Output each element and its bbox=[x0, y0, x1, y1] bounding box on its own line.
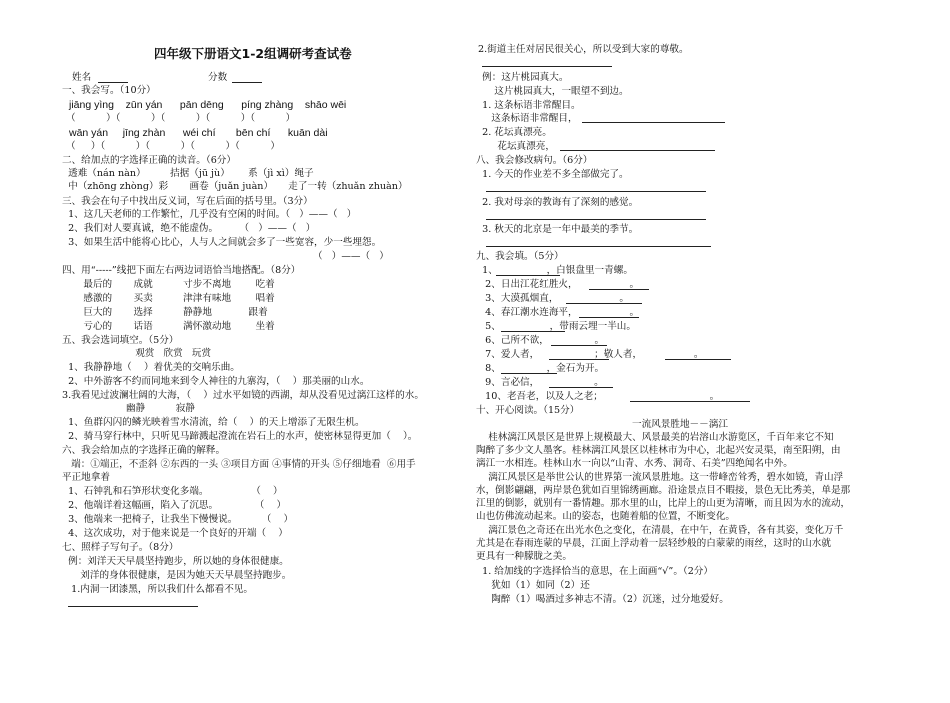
section-5-q2: 2、中外游客不约而同地来到令人神往的九寨沟，（ ）那美丽的山水。 bbox=[62, 376, 370, 387]
fill-item: 8、 ，金石为开。 bbox=[476, 363, 605, 374]
example-sentence-2: 刘洋的身体很健康，是因为她天天早晨坚持跑步。 bbox=[62, 570, 292, 581]
expand-example-2: 这片桃园真大，一眼望不到边。 bbox=[476, 86, 629, 97]
section-9-heading: 九、我会填。（5分） bbox=[476, 251, 564, 262]
fill-item: 10、老吾老，以及人之老； 。 bbox=[476, 391, 720, 402]
section-6-q2: 2、他端详着这幅画，陷入了沉思。 （ ） bbox=[62, 500, 287, 511]
section-4-heading: 四、用“-----”线把下面左右两边词语恰当地搭配。（8分） bbox=[62, 265, 301, 276]
section-8-q1: 1. 今天的作业差不多全部做完了。 bbox=[476, 169, 629, 180]
section-3-q2: 2、我们对人要真诚，绝不能虚伪。 （ ）——（ ） bbox=[62, 223, 316, 234]
score-blank[interactable] bbox=[232, 82, 262, 83]
answer-brackets-row-1[interactable]: （ ）（ ）（ ）（ ）（ ） bbox=[66, 113, 296, 124]
section-7-heading: 七、照样子写句子。（8分） bbox=[62, 542, 179, 553]
section-7-q2: 2.街道主任对居民很关心，所以受到大家的尊敬。 bbox=[478, 44, 689, 55]
section-5-q5: 2、骑马穿行林中，只听见马蹄溅起澄流在岩石上的水声，使密林显得更加（ ）。 bbox=[62, 431, 418, 442]
reading-q1-option-a: 犹如（1）如同（2）还 bbox=[476, 580, 590, 591]
pinyin-row-1: jiāng yìng zūn yán pān dēng píng zhàng shāo wēi bbox=[69, 99, 347, 111]
exam-title: 四年级下册语文1-2组调研考查试卷 bbox=[154, 46, 352, 61]
definition-options: 端：①端正，不歪斜 ②东西的一头 ③项目方面 ④事情的开头 ⑤仔细地看 ⑥用手 bbox=[62, 459, 416, 470]
section-3-q3: 3、如果生活中能将心比心，人与人之间就会多了一些宽容，少一些埋怨。 bbox=[62, 237, 382, 248]
section-5-q4: 1、鱼群闪闪的鳞光映着雪水清流，给（ ）的天上增添了无限生机。 bbox=[62, 417, 365, 428]
expand-q2-stem: 花坛真漂亮， bbox=[476, 141, 555, 152]
expand-example-1: 例：这片桃园真大。 bbox=[476, 72, 569, 83]
fill-item: 6、己所不欲， 。 bbox=[476, 335, 605, 346]
passage-line: 尤其是在春雨连蒙的早晨，江面上浮动着一层轻纱般的白蒙蒙的雨丝，这时的山水就 bbox=[476, 538, 831, 549]
passage-title: 一流风景胜地－－漓江 bbox=[632, 419, 728, 430]
answer-line[interactable] bbox=[486, 219, 706, 220]
section-1-heading: 一、我会写。（10分） bbox=[62, 85, 156, 96]
reading-q1: 1. 给加线的字选择恰当的意思，在上面画“√”。（2分） bbox=[476, 566, 713, 577]
passage-line: 漓江风景区是举世公认的世界第一流风景胜地。这一带峰峦耸秀，碧水如镜，青山浮 bbox=[476, 472, 844, 483]
example-sentence-1: 例：刘洋天天早晨坚持跑步，所以她的身体很健康。 bbox=[62, 556, 289, 567]
section-6-q1: 1、石钟乳和石笋形状变化多端。 （ ） bbox=[62, 486, 283, 497]
fill-item: 4、春江潮水连海平， 。 bbox=[476, 307, 640, 318]
section-5-heading: 五、我会选词填空。（5分） bbox=[62, 335, 179, 346]
name-blank[interactable] bbox=[98, 82, 128, 83]
section-3-q1: 1、这几天老师的工作繁忙，几乎没有空闲的时间。（ ）——（ ） bbox=[62, 209, 357, 220]
passage-line: 陶醉了多少文人墨客。桂林漓江风景区以桂林市为中心，北起兴安灵渠，南至阳朔，由 bbox=[476, 445, 841, 456]
answer-line[interactable] bbox=[560, 150, 715, 151]
answer-line[interactable] bbox=[486, 246, 711, 247]
expand-q1-stem: 这条标语非常醒目， bbox=[476, 113, 578, 124]
fill-blank[interactable] bbox=[501, 373, 557, 374]
fill-blank[interactable] bbox=[549, 359, 609, 360]
section-3-q3-brackets[interactable]: （ ）——（ ） bbox=[313, 251, 389, 262]
passage-line: 江里的倒影，就别有一番情趣。那水里的山，比岸上的山更为清晰，而且因为水的流动， bbox=[476, 498, 851, 509]
name-label: 姓名 bbox=[72, 72, 92, 83]
section-5-q3: 3.我看见过波澜壮阔的大海，（ ）过水平如镜的西湖，却从没看见过漓江这样的水。 bbox=[62, 390, 424, 401]
fill-item: 9、言必信， 。 bbox=[476, 377, 604, 388]
passage-line: 漓江一水相连。桂林山水一向以“山青、水秀、洞奇、石美”四绝闻名中外。 bbox=[476, 458, 793, 469]
section-8-heading: 八、我会修改病句。（6分） bbox=[476, 155, 593, 166]
fill-blank[interactable] bbox=[496, 275, 560, 276]
pinyin-row-2: wān yán jīng zhàn wéi chí bēn chí kuān dài bbox=[69, 127, 328, 139]
match-row: 巨大的 选择 静静地 跟着 bbox=[62, 307, 268, 318]
fill-item: 3、大漠孤烟直， 。 bbox=[476, 293, 629, 304]
section-2-line-2: 中（zhōng zhòng）彩 画卷（juǎn juàn） 走了一转（zhuǎn zhuàn） bbox=[62, 181, 408, 192]
fill-blank[interactable] bbox=[549, 387, 613, 388]
score-label: 分数 bbox=[208, 72, 228, 83]
passage-line: 水，倒影翩翩，两岸景色犹如百里锦绣画廊。沿途景点目不暇接，景色无比秀美，单是那 bbox=[476, 485, 851, 496]
expand-q2: 2. 花坛真漂亮。 bbox=[476, 127, 552, 138]
section-2-line-1: 透难（nán nàn） 拮据（jū jù） 系（jì xì）绳子 bbox=[62, 168, 314, 179]
fill-item: 2、日出江花红胜火， 。 bbox=[476, 279, 640, 290]
section-6-q3: 3、他端来一把椅子，让我坐下慢慢说。 （ ） bbox=[62, 514, 294, 525]
section-7-q1: 1.内洞一团漆黑，所以我们什么都看不见。 bbox=[62, 584, 253, 595]
fill-item: 5、 ，带雨云埋一半山。 bbox=[476, 321, 636, 332]
fill-blank[interactable] bbox=[630, 401, 750, 402]
fill-blank[interactable] bbox=[665, 359, 731, 360]
passage-line: 漓江景色之奇还在出光水色之变化，在清晨，在中午，在黄昏，各有其姿，变化万千 bbox=[476, 525, 844, 536]
section-5-q1: 1、我静静地（ ）着优美的交响乐曲。 bbox=[62, 362, 240, 373]
match-row: 亏心的 话语 满怀激动地 坐着 bbox=[62, 321, 275, 332]
match-row: 感激的 买卖 津津有味地 唱着 bbox=[62, 293, 275, 304]
passage-line: 更具有一种朦胧之美。 bbox=[476, 551, 572, 562]
word-choices-2: 幽静 寂静 bbox=[62, 403, 195, 414]
answer-brackets-row-2[interactable]: （ ）（ ）（ ）（ ）（ ） bbox=[66, 141, 280, 152]
answer-line[interactable] bbox=[486, 191, 706, 192]
fill-blank[interactable] bbox=[501, 331, 565, 332]
section-8-q2: 2. 我对母亲的教诲有了深刻的感觉。 bbox=[476, 197, 639, 208]
fill-blank[interactable] bbox=[579, 317, 639, 318]
section-8-q3: 3. 秋天的北京是一年中最美的季节。 bbox=[476, 224, 639, 235]
word-choices-1: 观赏 欣赏 玩赏 bbox=[62, 348, 212, 359]
definition-options-cont: 平正地拿着 bbox=[62, 472, 110, 483]
passage-line: 桂林漓江风景区是世界上规模最大、风景最美的岩溶山水游览区，千百年来它不知 bbox=[476, 432, 834, 443]
answer-line[interactable] bbox=[582, 122, 725, 123]
fill-item: 1、 ，白银盘里一青螺。 bbox=[476, 265, 633, 276]
passage-line: 山也仿佛流动起来。山的姿态，也随着船的位置，不断变化。 bbox=[476, 511, 736, 522]
section-3-heading: 三、我会在句子中找出反义词，写在后面的括号里。（3分） bbox=[62, 196, 313, 207]
fill-blank[interactable] bbox=[589, 289, 649, 290]
section-2-heading: 二、给加点的字选择正确的读音。（6分） bbox=[62, 155, 236, 166]
fill-item: 7、爱人者， ；敬人者， 。 bbox=[476, 349, 704, 360]
expand-q1: 1. 这条标语非常醒目。 bbox=[476, 100, 581, 111]
answer-line[interactable] bbox=[482, 66, 612, 67]
section-6-q4: 4、这次成功，对于他来说是一个良好的开端（ ） bbox=[62, 528, 288, 539]
answer-line[interactable] bbox=[68, 606, 198, 607]
fill-blank[interactable] bbox=[551, 345, 607, 346]
section-10-heading: 十、开心阅读。（15分） bbox=[476, 405, 580, 416]
fill-blank[interactable] bbox=[566, 303, 642, 304]
match-row: 最后的 成就 寸步不离地 吃着 bbox=[62, 279, 275, 290]
section-6-heading: 六、我会给加点的字选择正确的解释。 bbox=[62, 445, 226, 456]
reading-q1-option-b: 陶醉（1）喝酒过多神志不清。（2）沉迷，过分地爱好。 bbox=[476, 594, 729, 605]
